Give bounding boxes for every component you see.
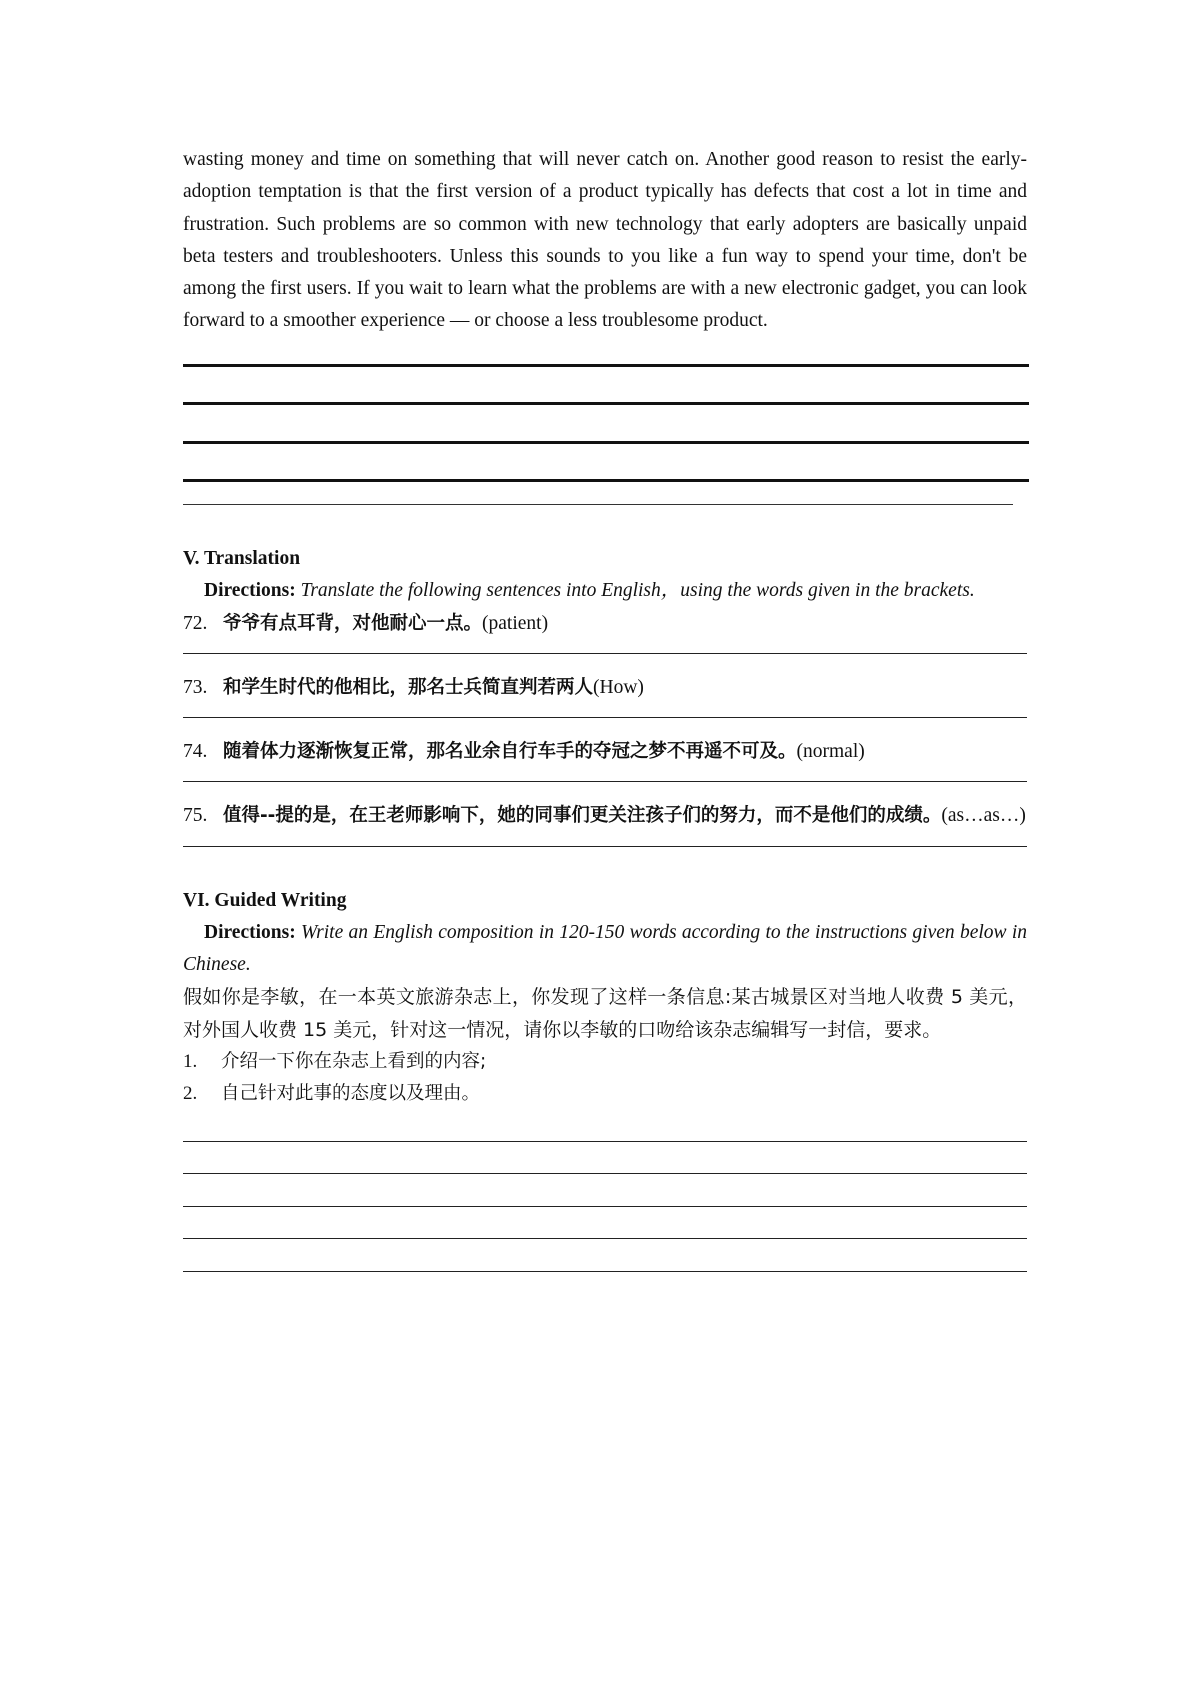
requirement-text: 自己针对此事的态度以及理由。 <box>221 1083 481 1105</box>
writing-task: 假如你是李敏，在一本英文旅游杂志上，你发现了这样一条信息:某古城景区对当地人收费 5 美元，对外国人收费 15 美元，针对这一情况，请你以李敏的口吻给该杂志编辑写一封信，要求。 <box>183 986 1027 1041</box>
writing-directions <box>183 917 1027 982</box>
answer-line[interactable] <box>183 1173 1027 1174</box>
composition-lines <box>183 1141 1027 1272</box>
writing-title: VI. Guided Writing <box>183 889 347 911</box>
question-hint: (as…as…) <box>941 805 1026 827</box>
answer-line[interactable] <box>183 1206 1027 1207</box>
requirement-item <box>183 1078 1027 1110</box>
directions-label: Directions: <box>204 921 296 943</box>
question-74 <box>183 736 1027 768</box>
directions-text: Write an English composition in 120-150 words according to the instructions given below in Chinese. <box>183 921 1027 976</box>
question-hint: (How) <box>593 676 644 698</box>
question-number: 74. <box>183 741 208 763</box>
translation-directions <box>183 575 1027 607</box>
question-hint: (patient) <box>482 612 549 634</box>
answer-line[interactable] <box>183 1141 1027 1142</box>
answer-line[interactable] <box>183 717 1027 718</box>
worksheet-page <box>183 144 1027 1303</box>
answer-line[interactable] <box>183 364 1029 367</box>
question-number: 73. <box>183 676 208 698</box>
answer-line[interactable] <box>183 479 1029 482</box>
requirement-item <box>183 1046 1027 1078</box>
translation-title: V. Translation <box>183 548 301 570</box>
question-hint: (normal) <box>796 741 865 763</box>
requirement-number: 1. <box>183 1050 198 1072</box>
question-text: 爷爷有点耳背，对他耐心一点。 <box>223 612 483 634</box>
summary-answer-lines <box>183 364 1027 483</box>
question-number: 75. <box>183 805 208 827</box>
answer-line[interactable] <box>183 441 1029 444</box>
reading-passage: wasting money and time on something that will never catch on. Another good reason to resist the early-adoption temptation is that the first version of a product typically has defects that cost a lot in time and frustration. Such problems are so common with new technology that early adopters are basically unpaid beta testers and troubleshooters. Unless this sounds to you like a fun way to spend your time, don't be among the first users. If you wait to learn what the problems are with a new electronic gadget, you can look forward to a smoother experience — or choose a less troublesome product. <box>183 149 1027 332</box>
answer-line[interactable] <box>183 653 1027 654</box>
question-75 <box>183 800 1027 832</box>
question-72 <box>183 608 1027 640</box>
question-73 <box>183 672 1027 704</box>
requirement-number: 2. <box>183 1083 198 1105</box>
answer-line[interactable] <box>183 402 1029 405</box>
answer-line[interactable] <box>183 1238 1027 1239</box>
question-number: 72. <box>183 612 208 634</box>
answer-line[interactable] <box>183 781 1027 782</box>
directions-label: Directions: <box>204 580 296 602</box>
directions-text: Translate the following sentences into English，using the words given in the brackets. <box>300 580 975 602</box>
question-text: 随着体力逐渐恢复正常，那名业余自行车手的夺冠之梦不再遥不可及。 <box>223 741 797 763</box>
answer-line[interactable] <box>183 1271 1027 1272</box>
question-text: 值得--提的是，在王老师影响下，她的同事们更关注孩子们的努力，而不是他们的成绩。 <box>223 805 942 827</box>
requirement-text: 介绍一下你在杂志上看到的内容; <box>221 1050 487 1072</box>
question-text: 和学生时代的他相比，那名士兵简直判若两人 <box>223 676 594 698</box>
answer-line[interactable] <box>183 846 1027 847</box>
